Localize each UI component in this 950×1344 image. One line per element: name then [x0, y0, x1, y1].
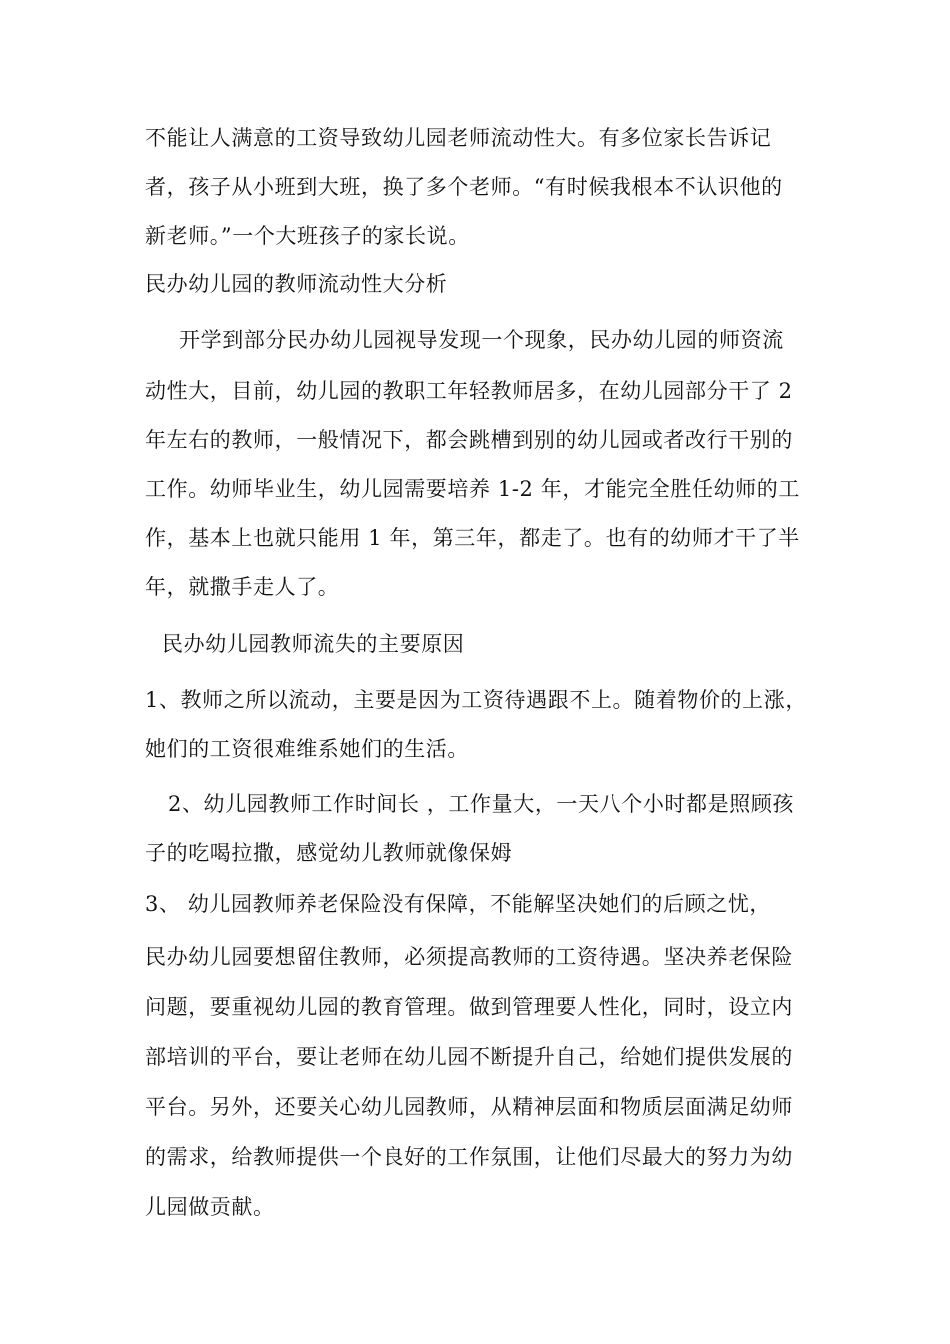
paragraph-line: 动性大，目前，幼儿园的教职工年轻教师居多，在幼儿园部分干了 2 — [145, 379, 793, 403]
paragraph-line: 民办幼儿园要想留住教师，必须提高教师的工资待遇。坚决养老保险 — [145, 945, 793, 969]
list-item-line: 她们的工资很难维系她们的生活。 — [145, 737, 469, 761]
paragraph-line: 平台。另外，还要关心幼儿园教师，从精神层面和物质层面满足幼师 — [145, 1095, 793, 1119]
section-heading: 民办幼儿园的教师流动性大分析 — [145, 272, 448, 296]
paragraph-line: 开学到部分民办幼儿园视导发现一个现象，民办幼儿园的师资流 — [179, 328, 784, 352]
list-item-line: 3、 幼儿园教师养老保险没有保障，不能解坚决她们的后顾之忧， — [145, 892, 772, 916]
list-item-line: 子的吃喝拉撒，感觉幼儿教师就像保姆 — [145, 841, 513, 865]
paragraph-line: 者，孩子从小班到大班，换了多个老师。“有时候我根本不认识他的 — [145, 175, 783, 199]
section-heading: 民办幼儿园教师流失的主要原因 — [162, 632, 465, 656]
paragraph-line: 年，就撒手走人了。 — [145, 575, 340, 599]
paragraph-line: 的需求，给教师提供一个良好的工作氛围，让他们尽最大的努力为幼 — [145, 1145, 793, 1169]
paragraph-line: 作，基本上也就只能用 1 年，第三年，都走了。也有的幼师才干了半 — [145, 526, 800, 550]
list-item-line: 1、教师之所以流动，主要是因为工资待遇跟不上。随着物价的上涨， — [145, 688, 807, 712]
paragraph-line: 新老师。”一个大班孩子的家长说。 — [145, 224, 470, 248]
paragraph-line: 年左右的教师，一般情况下，都会跳槽到别的幼儿园或者改行干别的 — [145, 428, 793, 452]
paragraph-line: 问题，要重视幼儿园的教育管理。做到管理要人性化，同时，设立内 — [145, 995, 793, 1019]
paragraph-line: 工作。幼师毕业生，幼儿园需要培养 1-2 年，才能完全胜任幼师的工 — [145, 477, 800, 501]
paragraph-line: 不能让人满意的工资导致幼儿园老师流动性大。有多位家长告诉记 — [145, 126, 772, 150]
paragraph-line: 儿园做贡献。 — [145, 1195, 275, 1219]
paragraph-line: 部培训的平台，要让老师在幼儿园不断提升自己，给她们提供发展的 — [145, 1045, 793, 1069]
list-item-line: 2、幼儿园教师工作时间长 ，工作量大，一天八个小时都是照顾孩 — [168, 792, 795, 816]
